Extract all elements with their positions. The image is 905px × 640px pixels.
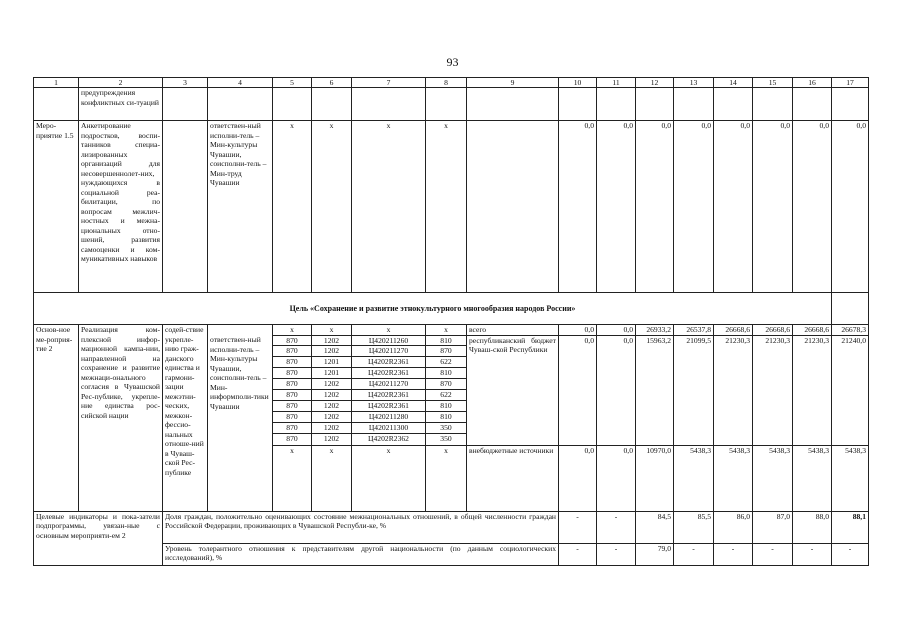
value-cell: 88,1 [832,511,869,543]
continuation-text: предупреждения конфликтных си-туаций [79,88,163,121]
header-cell: 8 [426,78,467,88]
value-cell: 5438,3 [714,445,753,511]
value-cell: 85,5 [674,511,714,543]
indicators-label: Целевые индикаторы и пока-затели подпрограммы, увязан-ные с основным мероприяти-ем 2 [34,511,163,565]
measure-title: Меро-приятие 1.5 [34,121,79,293]
goal-row [34,293,869,325]
value-cell: 10970,0 [636,445,674,511]
value-cell: 0,0 [559,325,597,336]
code-cell: х [352,445,426,511]
indicator-text: Уровень толерантного отношения к представителям другой национальности (по данным социологических исследований), % [163,543,559,565]
value-cell: 0,0 [674,121,714,293]
header-cell: 17 [832,78,869,88]
value-cell: 0,0 [832,121,869,293]
header-row [34,78,869,88]
value-cell: - [674,543,714,565]
indicator-row-1 [34,511,869,543]
code-stack-col8: 810 870 622 810 870 622 810 810 350 350 [426,336,466,444]
main-measure-title: Основ-ное ме-роприя-тие 2 [34,325,79,512]
header-cell: 5 [273,78,312,88]
header-cell: 12 [636,78,674,88]
header-cell: 16 [793,78,832,88]
header-cell: 4 [208,78,273,88]
code-cell: х [273,121,312,293]
goal-title: Цель «Сохранение и развитие этнокультурного многообразия народов России» [34,293,832,325]
header-cell: 1 [34,78,79,88]
value-cell: 0,0 [559,335,597,445]
code-cell: х [352,325,426,336]
value-cell: 87,0 [753,511,793,543]
header-cell: 13 [674,78,714,88]
program-table [33,77,869,566]
funding-source: республиканский бюджет Чуваш-ской Республики [467,335,559,445]
value-cell: - [559,511,597,543]
value-cell: 84,5 [636,511,674,543]
main-measure-2-total-row [34,325,869,336]
value-cell: 26668,6 [714,325,753,336]
value-cell: 5438,3 [753,445,793,511]
code-cell: х [312,121,352,293]
measure-executors: ответствен-ный исполни-тель – Мин-культуры Чувашии, соисполни-тель – Мин-труд Чувашии [208,121,273,293]
value-cell: 0,0 [597,335,636,445]
value-cell: 5438,3 [832,445,869,511]
code-stack-col6: 1202 1202 1201 1201 1202 1202 1202 1202 1202 1202 [312,336,351,444]
code-cell: х [426,121,467,293]
main-measure-description: Реализация ком-плексной инфор-мационной кампа-нии, направленной на сохранение и развитие межнаци-онального согласия в Чувашской Рес-публике, укрепле-ние единства рос-сийской нации [79,325,163,512]
value-cell: - [597,543,636,565]
code-stack-col7: Ц420211260 Ц420211270 Ц4202R2361 Ц4202R2361 Ц420211270 Ц4202R2361 Ц4202R2361 Ц420211280 Ц420211300 Ц4202R2362 [352,336,425,444]
value-cell: 26537,8 [674,325,714,336]
value-cell: - [714,543,753,565]
value-cell: 0,0 [793,121,832,293]
value-cell: 26668,6 [753,325,793,336]
value-cell: 0,0 [636,121,674,293]
value-cell: - [793,543,832,565]
code-cell: х [352,121,426,293]
value-cell: 26933,2 [636,325,674,336]
header-cell: 10 [559,78,597,88]
value-cell: 5438,3 [674,445,714,511]
continuation-row [34,88,869,121]
header-cell: 9 [467,78,559,88]
value-cell: 15963,2 [636,335,674,445]
value-cell: 0,0 [597,325,636,336]
funding-source: всего [467,325,559,336]
measure-1-5-row [34,121,869,293]
header-cell: 2 [79,78,163,88]
value-cell: - [753,543,793,565]
header-cell: 3 [163,78,208,88]
header-cell: 15 [753,78,793,88]
code-cell: х [312,445,352,511]
value-cell: 0,0 [597,445,636,511]
value-cell: 0,0 [597,121,636,293]
value-cell: 26678,3 [832,325,869,336]
code-stack-col5: 870 870 870 870 870 870 870 870 870 870 [273,336,311,444]
header-cell: 6 [312,78,352,88]
value-cell: 21230,3 [753,335,793,445]
header-cell: 14 [714,78,753,88]
value-cell: 79,0 [636,543,674,565]
code-cell: х [312,325,352,336]
code-cell: х [426,445,467,511]
main-measure-goal: содей-ствие укрепле-нию граж-данского единства и гармони-зации межэтни-ческих, межкон-фессио-нальных отноше-ний в Чуваш-ской Рес-публике [163,325,208,512]
value-cell: 21230,3 [714,335,753,445]
value-cell: 0,0 [753,121,793,293]
value-cell: - [597,511,636,543]
header-cell: 7 [352,78,426,88]
value-cell: 0,0 [714,121,753,293]
page-number: 93 [446,55,459,69]
value-cell: 88,0 [793,511,832,543]
value-cell: 86,0 [714,511,753,543]
value-cell: 21099,5 [674,335,714,445]
value-cell: - [832,543,869,565]
code-cell: х [426,325,467,336]
header-cell: 11 [597,78,636,88]
indicator-text: Доля граждан, положительно оценивающих состояние межнациональных отношений, в общей численности граждан Российской Федерации, проживающих в Чувашской Республи-ке, % [163,511,559,543]
code-cell: х [273,325,312,336]
value-cell: 26668,6 [793,325,832,336]
value-cell: 21240,0 [832,335,869,445]
value-cell: 0,0 [559,445,597,511]
value-cell: 21230,3 [793,335,832,445]
value-cell: - [559,543,597,565]
code-cell: х [273,445,312,511]
measure-description: Анкетирование подростков, воспи-танников специа-лизированных организаций для несовершеннолет-них, нуждающихся в социальной реа-билитации, по вопросам межлич-ностных и межна-циональных отно-шений, развития самооценки и ком-муникативных навыков [79,121,163,293]
funding-source: внебюджетные источники [467,445,559,511]
main-measure-executors: ответствен-ный исполни-тель – Мин-культуры Чувашии, соисполни-тель – Мин-информпoли-тики Чувашии [208,325,273,512]
value-cell: 0,0 [559,121,597,293]
value-cell: 5438,3 [793,445,832,511]
